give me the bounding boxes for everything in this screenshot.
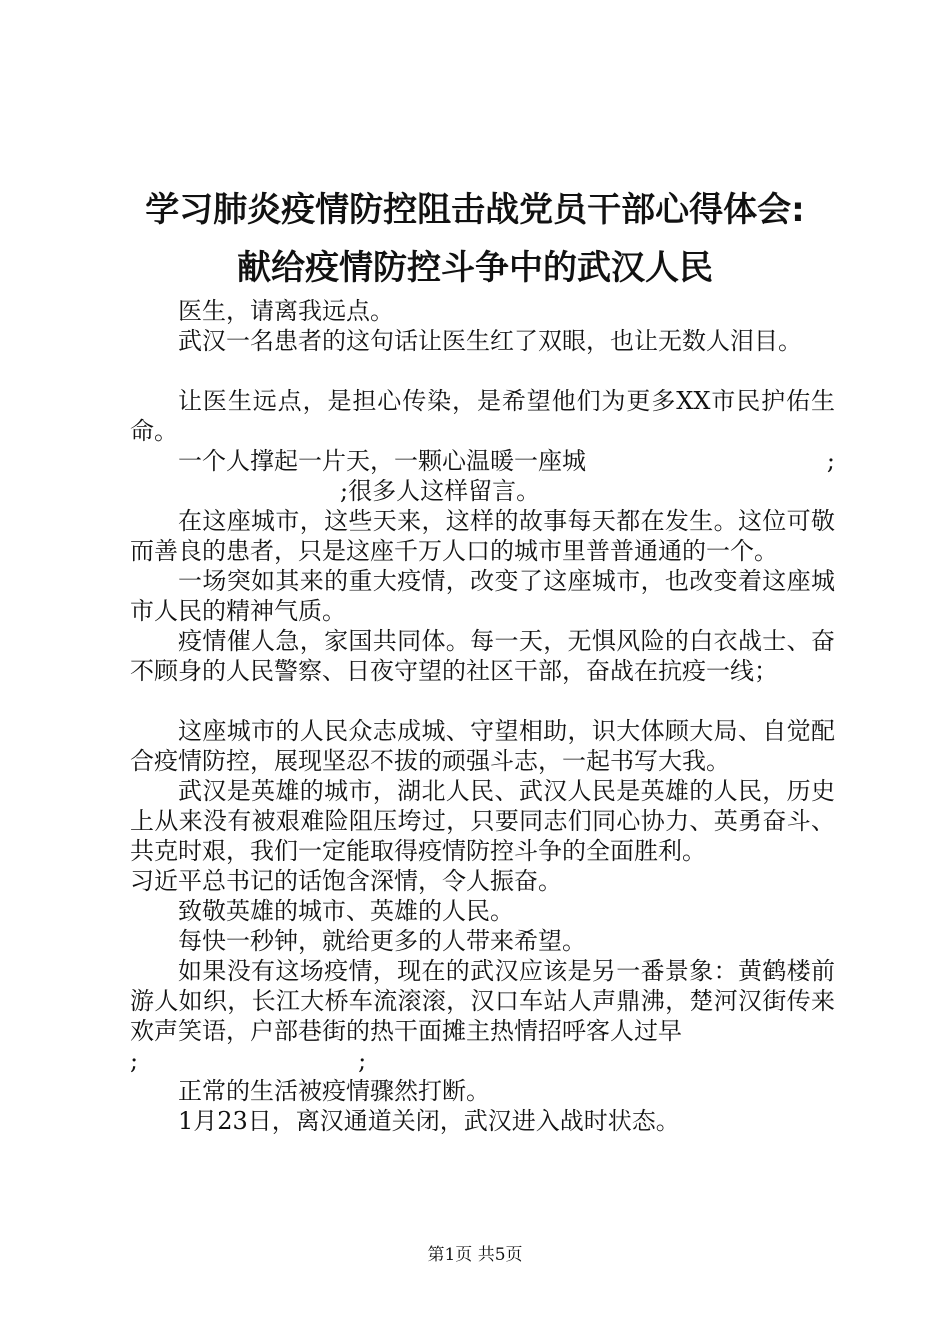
semicolon-b: ; [358,1047,367,1075]
paragraph-12-semicolons [130,1046,835,1076]
paragraph-2: 武汉一名患者的这句话让医生红了双眼，也让无数人泪目。 [178,327,802,355]
paragraph-12: 如果没有这场疫情，现在的武汉应该是另一番景象：黄鹤楼前游人如织，长江大桥车流滚滚，汉口车站人声鼎沸，楚河汉街传来欢声笑语，户部巷街的热干面摊主热情招呼客人过早 [130,957,835,1045]
paragraph-11: 每快一秒钟，就给更多的人带来希望。 [178,927,586,955]
title-line-1: 学习肺炎疫情防控阻击战党员干部心得体会: [145,190,805,230]
paragraph-4-continuation: ;很多人这样留言。 [340,477,541,505]
paragraph-9-quote-note: 习近平总书记的话饱含深情，令人振奋。 [130,867,562,895]
paragraph-10: 致敬英雄的城市、英雄的人民。 [178,897,514,925]
page-footer: 第1页 共5页 [427,1245,523,1265]
title-line-2: 献给疫情防控斗争中的武汉人民 [237,248,713,288]
paragraph-7: 疫情催人急，家国共同体。每一天，无惧风险的白衣战士、奋不顾身的人民警察、日夜守望的社区干部，奋战在抗疫一线； [130,627,835,685]
blank-line [130,356,835,386]
paragraph-4 [130,446,835,476]
paragraph-14: 1月23日，离汉通道关闭，武汉进入战时状态。 [178,1107,680,1135]
paragraph-1: 医生，请离我远点。 [178,297,394,325]
paragraph-5: 在这座城市，这些天来，这样的故事每天都在发生。这位可敬而善良的患者，只是这座千万人口的城市里普普通通的一个。 [130,507,835,565]
semicolon-a: ; [130,1047,139,1075]
paragraph-4-semicolon: ; [826,447,835,475]
paragraph-13: 正常的生活被疫情骤然打断。 [178,1077,490,1105]
paragraph-8: 这座城市的人民众志成城、守望相助，识大体顾大局、自觉配合疫情防控，展现坚忍不拔的顽强斗志，一起书写大我。 [130,717,835,775]
paragraph-3: 让医生远点，是担心传染，是希望他们为更多XX市民护佑生命。 [130,387,835,445]
paragraph-9: 武汉是英雄的城市，湖北人民、武汉人民是英雄的人民，历史上从来没有被艰难险阻压垮过，只要同志们同心协力、英勇奋斗、共克时艰，我们一定能取得疫情防控斗争的全面胜利。 [130,777,835,865]
document-body [130,296,835,1136]
paragraph-4-text: 一个人撑起一片天，一颗心温暖一座城 [178,447,586,475]
paragraph-6: 一场突如其来的重大疫情，改变了这座城市，也改变着这座城市人民的精神气质。 [130,567,835,625]
blank-line [130,686,835,716]
